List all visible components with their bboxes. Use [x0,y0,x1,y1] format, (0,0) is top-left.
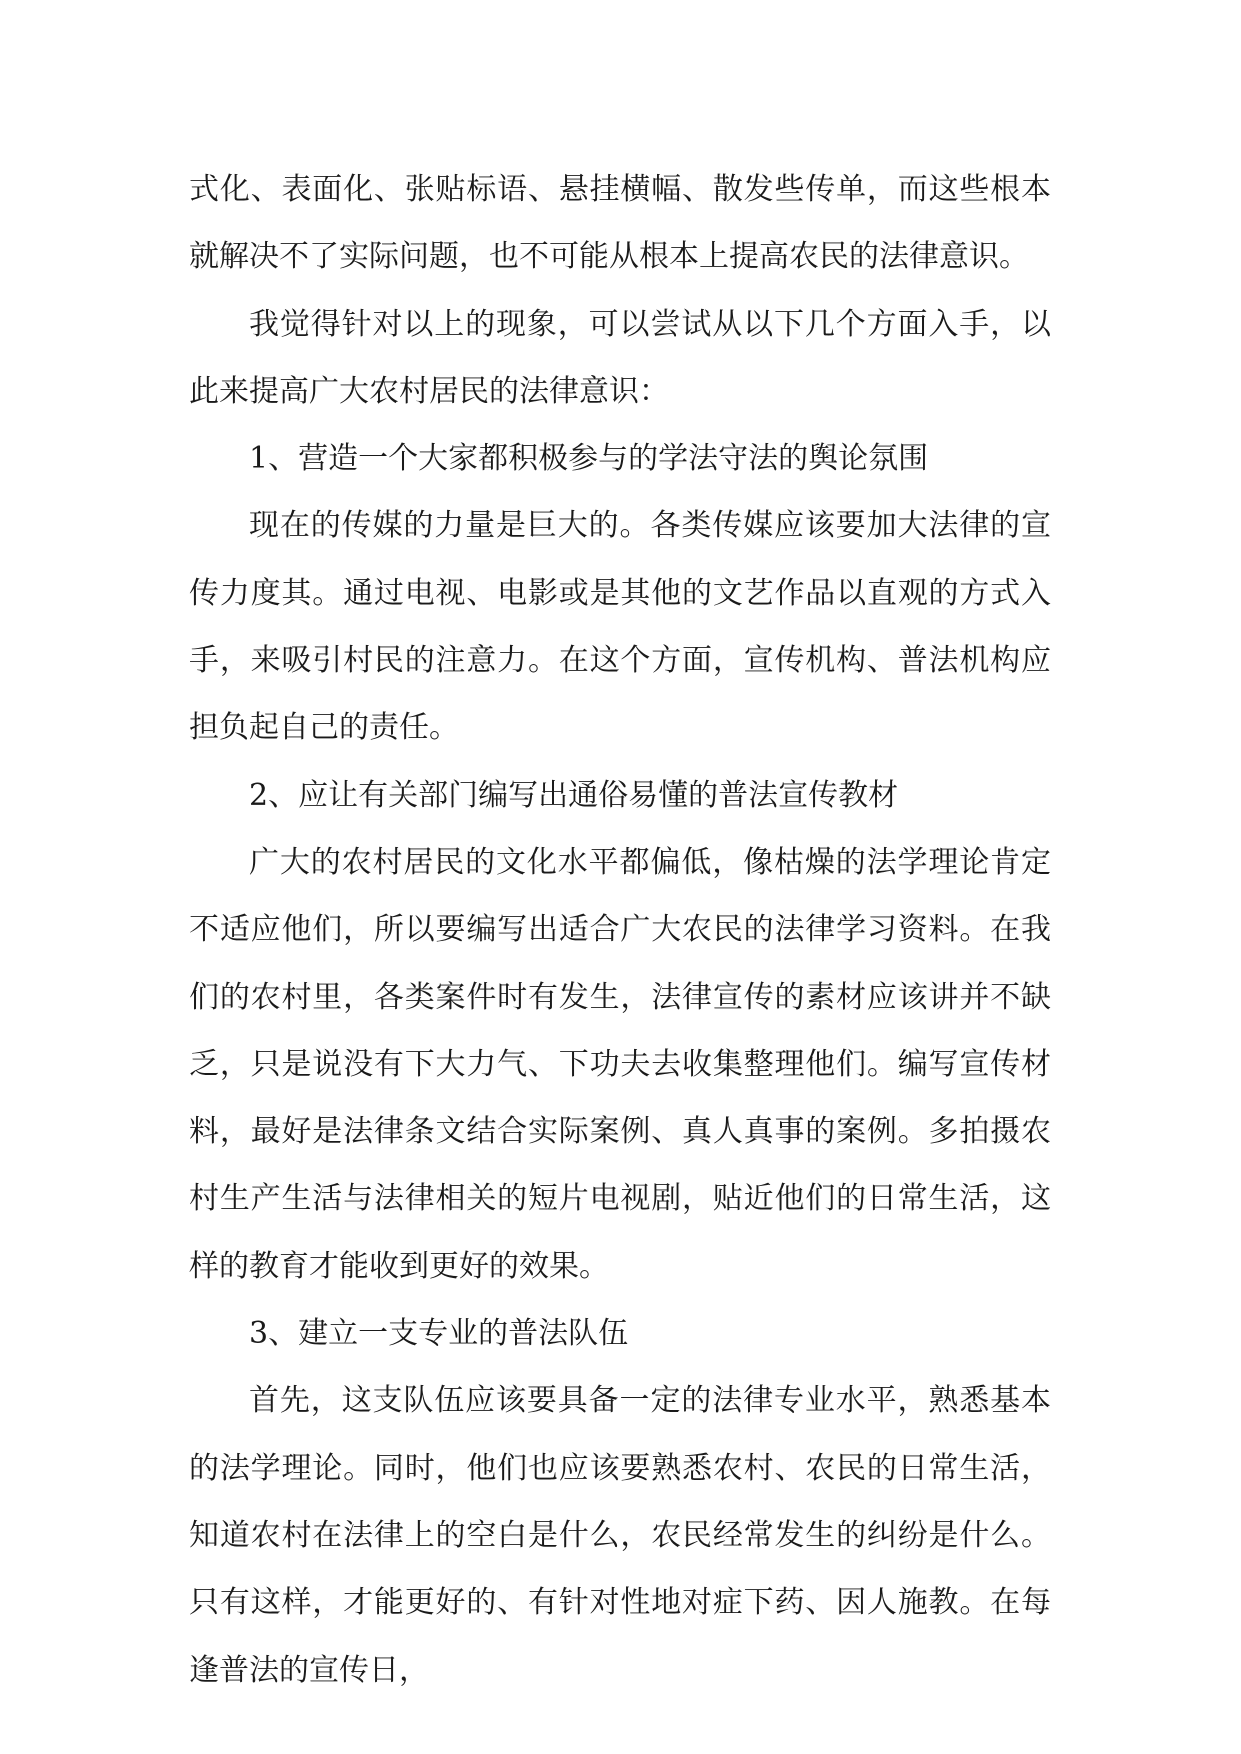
paragraph-intro: 我觉得针对以上的现象，可以尝试从以下几个方面入手，以此来提高广大农村居民的法律意识： [189,306,1051,409]
paragraph-continuation: 式化、表面化、张贴标语、悬挂横幅、散发些传单，而这些根本就解决不了实际问题，也不可能从根本上提高农民的法律意识。 [189,172,1051,275]
section-heading-1: 1、营造一个大家都积极参与的学法守法的舆论氛围 [249,441,929,477]
paragraph-section-1: 现在的传媒的力量是巨大的。各类传媒应该要加大法律的宣传力度其。通过电视、电影或是其他的文艺作品以直观的方式入手，来吸引村民的注意力。在这个方面，宣传机构、普法机构应担负起自己的责任。 [189,508,1051,746]
section-heading-2: 2、应让有关部门编写出通俗易懂的普法宣传教材 [249,777,899,813]
paragraph-section-3: 首先，这支队伍应该要具备一定的法律专业水平，熟悉基本的法学理论。同时，他们也应该要熟悉农村、农民的日常生活，知道农村在法律上的空白是什么，农民经常发生的纠纷是什么。只有这样，才能更好的、有针对性地对症下药、因人施教。在每逢普法的宣传日， [189,1383,1051,1688]
paragraph-section-2: 广大的农村居民的文化水平都偏低，像枯燥的法学理论肯定不适应他们，所以要编写出适合广大农民的法律学习资料。在我们的农村里，各类案件时有发生，法律宣传的素材应该讲并不缺乏，只是说没有下大力气、下功夫去收集整理他们。编写宣传材料，最好是法律条文结合实际案例、真人真事的案例。多拍摄农村生产生活与法律相关的短片电视剧，贴近他们的日常生活，这样的教育才能收到更好的效果。 [189,844,1051,1284]
section-heading-3: 3、建立一支专业的普法队伍 [249,1316,629,1352]
body-text [189,156,1051,1704]
